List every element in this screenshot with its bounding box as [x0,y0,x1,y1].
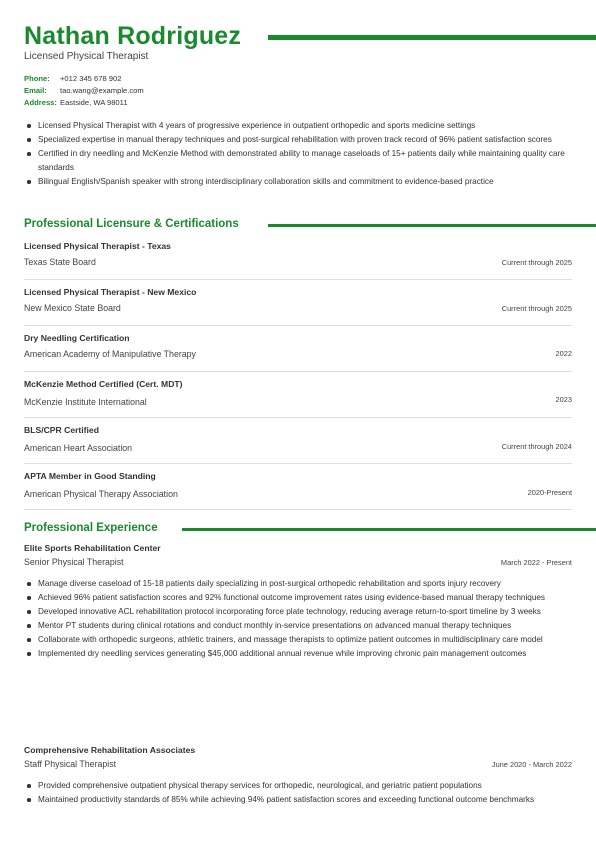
certification-issuer: McKenzie Institute International [24,397,147,407]
contact-address [24,97,144,109]
summary-item: Bilingual English/Spanish speaker with strong interdisciplinary collaboration skills and commitment to evidence-based practice [24,175,572,189]
certification-name: BLS/CPR Certified [24,425,99,435]
experience-rule [182,528,596,531]
job-company: Comprehensive Rehabilitation Associates [24,745,196,755]
summary-item: Certified in dry needling and McKenzie Method with demonstrated ability to manage caseloads of 15+ patients daily while maintaining quality care standards [24,147,572,175]
certification-name: Dry Needling Certification [24,333,130,343]
certification-date: Current through 2025 [501,258,572,267]
job-bullet: Mentor PT students during clinical rotations and conduct monthly in-service presentations on advanced manual therapy techniques [24,619,572,633]
certification-name: Licensed Physical Therapist - Texas [24,241,171,251]
contact-phone [24,73,144,85]
summary-item: Specialized expertise in manual therapy techniques and post-surgical rehabilitation with proven track record of 96% patient satisfaction scores [24,133,572,147]
experience-heading: Professional Experience [24,522,158,534]
certification-issuer: American Academy of Manipulative Therapy [24,349,196,359]
job-bullet: Collaborate with orthopedic surgeons, athletic trainers, and massage therapists to optimize patient outcomes in multidisciplinary care model [24,633,572,647]
certification-date: 2023 [555,395,572,404]
job-bullet: Implemented dry needling services generating $45,000 additional annual revenue while improving chronic pain management outcomes [24,647,572,661]
job-bullet: Achieved 96% patient satisfaction scores and 92% functional outcome improvement rates using evidence-based manual therapy techniques [24,591,572,605]
job-bullet: Provided comprehensive outpatient physical therapy services for orthopedic, neurological, and geriatric patient populations [24,779,572,793]
address-value: Eastside, WA 98011 [60,98,128,107]
certification-entry [24,287,572,326]
contact-label: Address: [24,98,57,107]
job-company: Elite Sports Rehabilitation Center [24,543,161,553]
certification-entry [24,471,572,510]
certification-date: Current through 2024 [501,442,572,451]
job-entry [24,541,572,661]
job-date: June 2020 - March 2022 [491,760,572,769]
job-bullet: Manage diverse caseload of 15-18 patients daily specializing in post-surgical orthopedic rehabilitation and sports injury recovery [24,577,572,591]
certifications-heading: Professional Licensure & Certifications [24,218,239,230]
contact-label: Phone: [24,74,50,83]
certification-date: 2020-Present [527,488,572,497]
certification-issuer: New Mexico State Board [24,303,121,313]
certification-name: Licensed Physical Therapist - New Mexico [24,287,197,297]
job-bullet: Maintained productivity standards of 85% while achieving 94% patient satisfaction scores and exceeding functional outcome benchmarks [24,793,572,807]
candidate-name: Nathan Rodriguez [24,22,242,50]
certification-entry [24,379,572,418]
contact-label: Email: [24,86,47,95]
certification-issuer: Texas State Board [24,257,96,267]
certification-date: 2022 [555,349,572,358]
job-date: March 2022 - Present [500,558,572,567]
certification-entry [24,241,572,280]
job-bullet: Developed innovative ACL rehabilitation protocol incorporating force plate technology, reducing average return-to-sport timeline by 3 weeks [24,605,572,619]
certification-issuer: American Physical Therapy Association [24,489,178,499]
contact-email [24,85,144,97]
summary-item: Licensed Physical Therapist with 4 years of progressive experience in outpatient orthopedic and sports medicine settings [24,119,572,133]
certification-entry [24,333,572,372]
job-role: Staff Physical Therapist [24,759,117,769]
certification-issuer: American Heart Association [24,443,133,453]
certification-name: McKenzie Method Certified (Cert. MDT) [24,379,183,389]
candidate-title: Licensed Physical Therapist [24,51,149,62]
certification-name: APTA Member in Good Standing [24,471,156,481]
job-role-line [24,759,572,775]
summary-list [24,119,572,189]
job-role: Senior Physical Therapist [24,557,124,567]
contact-block [24,73,144,109]
certifications-rule [268,224,596,227]
job-bullet-list [24,577,572,661]
phone-value: +012 345 678 902 [60,74,122,83]
job-bullet-list [24,779,572,807]
certification-entry [24,425,572,464]
header-rule [268,35,596,40]
job-role-line [24,557,572,573]
certification-date: Current through 2025 [501,304,572,313]
job-entry [24,743,572,807]
email-value: tao.wang@example.com [60,86,144,95]
